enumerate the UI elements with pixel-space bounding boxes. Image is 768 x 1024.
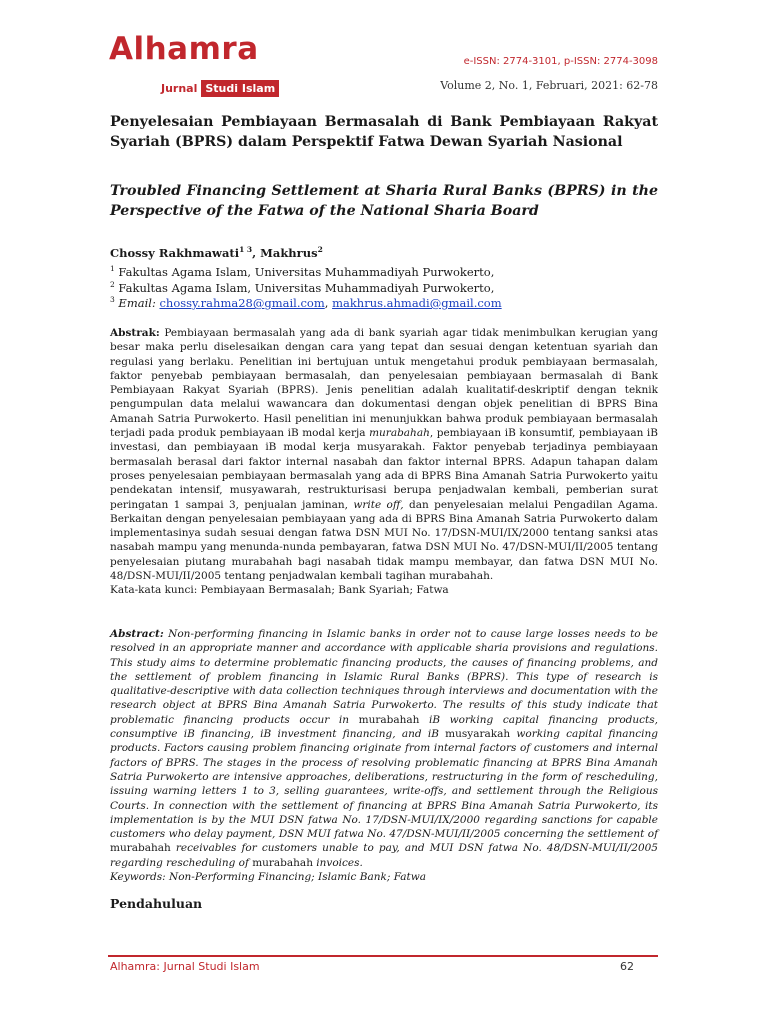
- author-1-sup: 1 3: [239, 245, 253, 254]
- title-english: Troubled Financing Settlement at Sharia Rural Banks (BPRS) in the Perspective of the Fatwa of the National Sharia Board: [110, 183, 658, 219]
- issn-line: e-ISSN: 2774-3101, p-ISSN: 2774-3098: [463, 56, 658, 67]
- email-sup: 3: [110, 295, 115, 304]
- logo-studi-islam-box: Studi Islam: [201, 80, 279, 97]
- footer-divider: [108, 955, 658, 957]
- title-indonesian: Penyelesaian Pembiayaan Bermasalah di Bank Pembiayaan Rakyat Syariah (BPRS) dalam Perspektif Fatwa Dewan Syariah Nasional: [110, 114, 658, 150]
- abstract-en-text-4: receivables for customers unable to pay, and MUI DSN fatwa No. 48/DSN-MUI/II/2005 regarding rescheduling of: [110, 842, 658, 869]
- author-line: [110, 246, 658, 260]
- affiliation-2: [110, 281, 658, 295]
- abstract-id-label: Abstrak:: [110, 327, 160, 339]
- abstract-id-text-1: Pembiayaan bermasalah yang ada di bank syariah agar tidak menimbulkan kerugian yang besar maka perlu diselesaikan dengan cara yang tepat dan sesuai dengan ketentuan syariah dan regulasi yang berlaku. Penelitian ini bertujuan untuk mengetahui produk pembiayaan bermasalah, faktor penyebab pembiayaan bermasalah, dan penyelesaian pembiayaan bermasalah di Bank Pembiayaan Rakyat Syariah (BPRS). Jenis penelitian adalah kualitatif-deskriptif dengan teknik pengumpulan data melalui wawancara dan dokumentasi dengan objek penelitian di BPRS Bina Amanah Satria Purwokerto. Hasil penelitian ini menunjukkan bahwa produk pembiayaan bermasalah terjadi pada produk pembiayaan iB modal kerja: [110, 327, 658, 440]
- affiliation-1: [110, 265, 658, 279]
- abstract-id-text-3: dan penyelesaian melalui Pengadilan Agama. Berkaitan dengan penyelesaian pembiayaan yang ada di BPRS Bina Amanah Satria Purwokerto dalam implementasinya sudah sesuai dengan fatwa DSN MUI No. 17/DSN-MUI/IX/2000 tentang sanksi atas nasabah mampu yang menunda-nunda pembayaran, fatwa DSN MUI No. 47/DSN-MUI/II/2005 tentang penyelesaian piutang murabahah bagi nasabah tidak mampu membayar, dan fatwa DSN MUI No. 48/DSN-MUI/II/2005 tentang penjadwalan kembali tagihan murabahah.: [110, 498, 659, 583]
- journal-logo-subtitle: [161, 80, 279, 97]
- affiliation-2-sup: 2: [110, 280, 115, 289]
- footer-journal-name: Alhamra: Jurnal Studi Islam: [110, 960, 260, 973]
- abstract-en-text-3: working capital financing products. Factors causing problem financing originate from internal factors of customers and internal factors of BPRS. The stages in the process of resolving problematic financing at BPRS Bina Amanah Satria Purwokerto are intensive approaches, deliberations, restructuring in the form of rescheduling, issuing warning letters 1 to 3, selling guarantees, write-offs, and settlement through the Religious Courts. In connection with the settlement of financing at BPRS Bina Amanah Satria Purwokerto, its implementation is by the MUI DSN fatwa No. 17/DSN-MUI/IX/2000 regarding sanctions for capable customers who delay payment, DSN MUI fatwa No. 47/DSN-MUI/II/2005 concerning the settlement of: [110, 728, 658, 841]
- section-heading: Pendahuluan: [110, 896, 203, 911]
- author-1: Chossy Rakhmawati: [110, 246, 240, 260]
- abstract-en-body: [110, 627, 658, 870]
- email-link-2[interactable]: makhrus.ahmadi@gmail.com: [332, 296, 502, 310]
- affiliation-2-text: Fakultas Agama Islam, Universitas Muhammadiyah Purwokerto,: [114, 281, 495, 295]
- affiliation-1-sup: 1: [110, 264, 115, 273]
- page-number: 62: [620, 960, 634, 973]
- email-label: Email:: [114, 296, 160, 310]
- abstract-english: [110, 627, 658, 884]
- journal-logo: Alhamra: [109, 31, 259, 67]
- abstract-id-term-writeoff: write off,: [353, 498, 404, 511]
- abstract-en-term-murabahah-3: murabahah: [252, 856, 313, 869]
- author-2: Makhrus: [260, 246, 318, 260]
- keywords-indonesian: Kata-kata kunci: Pembiayaan Bermasalah; Bank Syariah; Fatwa: [110, 584, 449, 597]
- author-separator: ,: [252, 246, 261, 260]
- logo-jurnal-text: Jurnal: [161, 82, 198, 95]
- abstract-en-label: Abstract:: [110, 628, 164, 640]
- volume-line: Volume 2, No. 1, Februari, 2021: 62-78: [440, 79, 658, 92]
- abstract-en-term-murabahah-2: murabahah: [110, 842, 171, 855]
- email-line: [110, 296, 658, 310]
- abstract-en-term-murabahah-1: murabahah: [358, 713, 420, 726]
- email-link-1[interactable]: chossy.rahma28@gmail.com: [159, 296, 325, 310]
- abstract-id-body: [110, 326, 658, 583]
- abstract-en-text-1: Non-performing financing in Islamic banks in order not to cause large losses needs to be resolved in an appropriate manner and accordance with applicable sharia provisions and regulations. This study aims to determine problematic financing products, the causes of financing problems, and the settlement of problem financing in Islamic Rural Banks (BPRS). This type of research is qualitative-descriptive with data collection techniques through interviews and documentation with the research object at BPRS Bina Amanah Satria Purwokerto. The results of this study indicate that problematic financing products occur in: [110, 628, 658, 726]
- email-separator: ,: [324, 296, 333, 310]
- abstract-en-term-musyarakah: musyarakah: [445, 728, 511, 741]
- abstract-indonesian: [110, 326, 658, 598]
- keywords-english: Keywords: Non-Performing Financing; Islamic Bank; Fatwa: [110, 871, 427, 884]
- affiliation-1-text: Fakultas Agama Islam, Universitas Muhammadiyah Purwokerto,: [114, 265, 495, 279]
- abstract-id-text-2: , pembiayaan iB konsumtif, pembiayaan iB investasi, dan pembiayaan iB modal kerja musyarakah. Faktor penyebab terjadinya pembiayaan bermasalah berasal dari faktor internal nasabah dan faktor internal BPRS. Adapun tahapan dalam proses penyelesaian pembiayaan bermasalah yang ada di BPRS Bina Amanah Satria Purwokerto yaitu pendekatan intensif, musyawarah, restrukturisasi berupa penjadwalan kembali, pemberian surat peringatan 1 sampai 3, penjualan jaminan,: [110, 427, 658, 511]
- abstract-en-text-5: invoices.: [312, 856, 363, 869]
- author-2-sup: 2: [317, 245, 323, 254]
- abstract-id-term-murabahah: murabahah: [369, 427, 430, 440]
- abstract-en-text-2: iB working capital financing products, consumptive iB financing, iB investment financing, and iB: [110, 713, 658, 741]
